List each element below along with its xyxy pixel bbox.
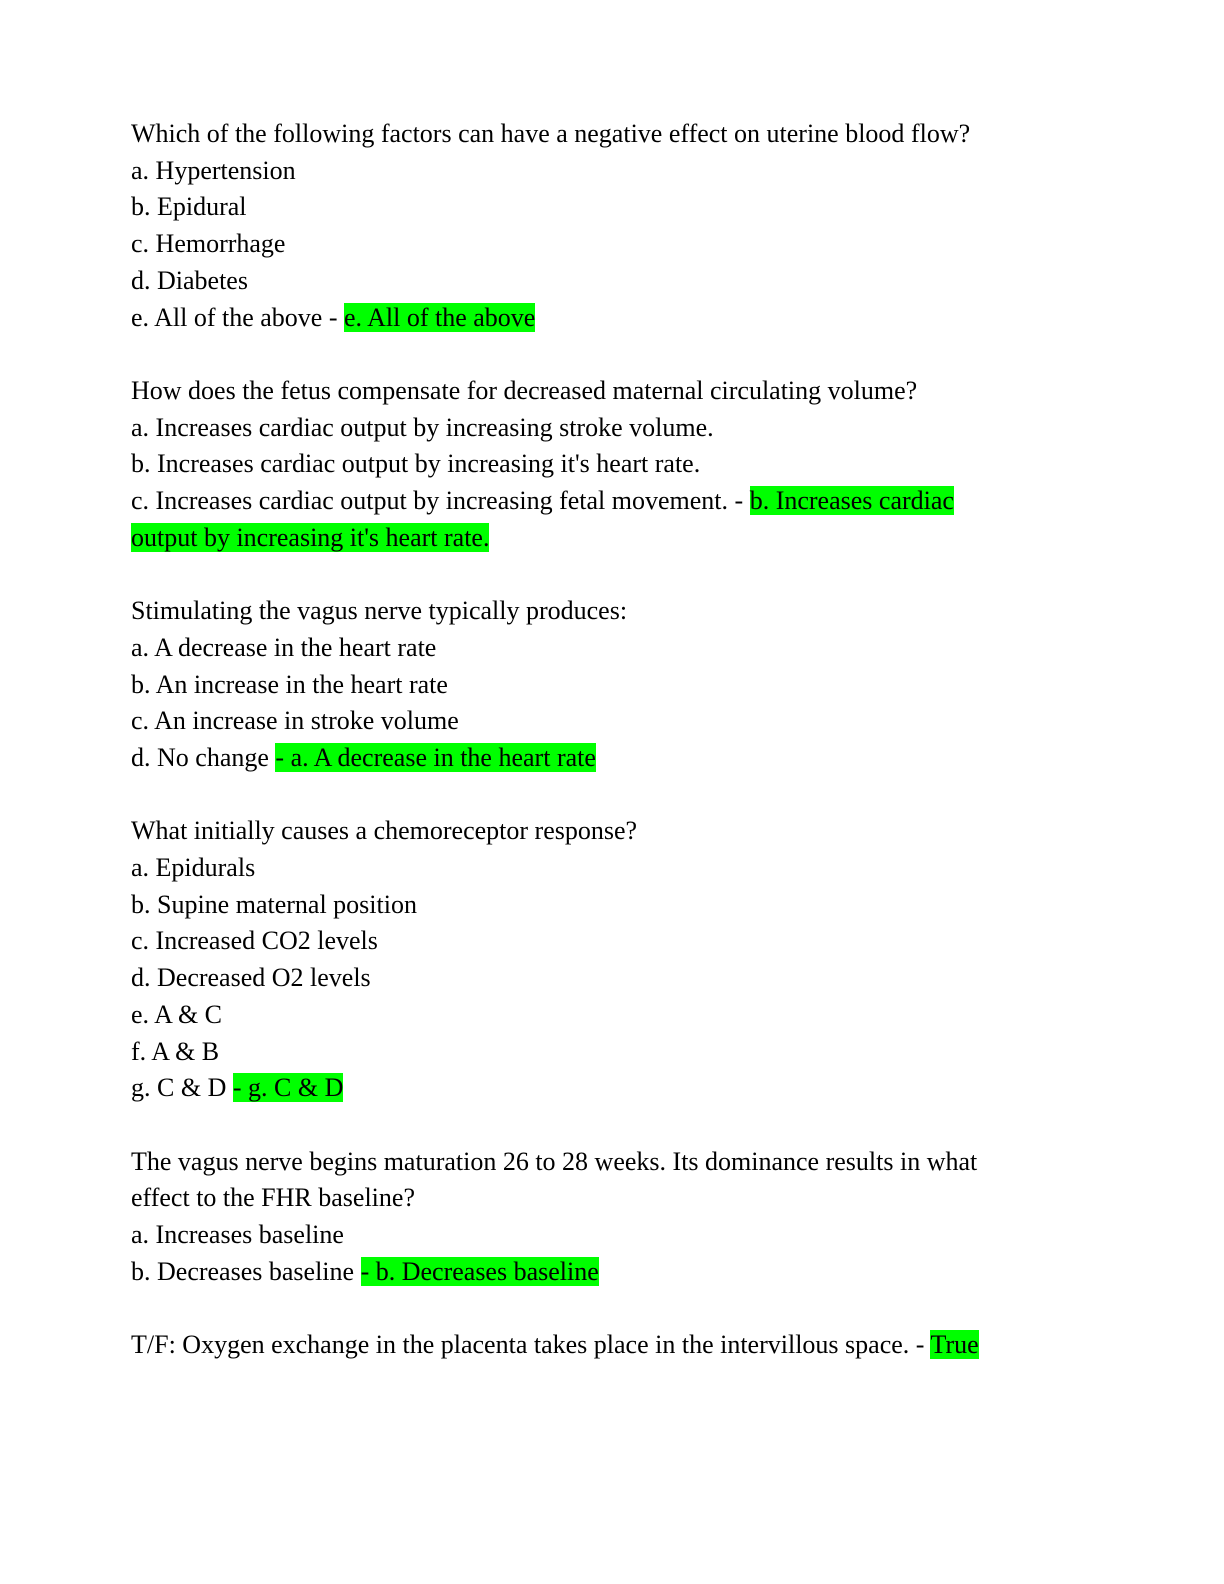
option: a. Hypertension	[131, 155, 296, 185]
option: a. Epidurals	[131, 853, 256, 883]
option: b. An increase in the heart rate	[131, 669, 448, 699]
option: b. Increases cardiac output by increasing it's heart rate.	[131, 449, 701, 479]
option: d. No change	[131, 742, 269, 772]
option: d. Decreased O2 levels	[131, 963, 371, 993]
question-block-3	[131, 593, 1071, 777]
option: b. Epidural	[131, 192, 247, 222]
answer-highlight: - b. Decreases baseline	[360, 1256, 599, 1286]
option: a. Increases cardiac output by increasing stroke volume.	[131, 412, 714, 442]
option-with-answer	[131, 483, 1071, 520]
option-with-answer	[131, 740, 1071, 777]
option: c. An increase in stroke volume	[131, 706, 459, 736]
question-text: T/F: Oxygen exchange in the placenta takes place in the intervillous space. -	[131, 1330, 925, 1360]
option: c. Increases cardiac output by increasing fetal movement. -	[131, 486, 744, 516]
question-text: How does the fetus compensate for decreased maternal circulating volume?	[131, 375, 918, 405]
answer-highlight: - g. C & D	[232, 1073, 344, 1103]
answer-highlight: b. Increases cardiac	[749, 486, 954, 516]
option: b. Decreases baseline	[131, 1256, 355, 1286]
question-text: What initially causes a chemoreceptor response?	[131, 816, 638, 846]
option: a. Increases baseline	[131, 1220, 344, 1250]
option-with-answer	[131, 1254, 1071, 1291]
question-text: Stimulating the vagus nerve typically produces:	[131, 596, 628, 626]
option-with-answer	[131, 1070, 1071, 1107]
option: a. A decrease in the heart rate	[131, 632, 437, 662]
option: d. Diabetes	[131, 265, 248, 295]
option: b. Supine maternal position	[131, 889, 417, 919]
answer-highlight: output by increasing it's heart rate.	[131, 522, 490, 552]
option: c. Hemorrhage	[131, 229, 286, 259]
question-text: The vagus nerve begins maturation 26 to 28 weeks. Its dominance results in what	[131, 1146, 978, 1176]
answer-continuation	[131, 520, 1071, 557]
question-text: Which of the following factors can have a negative effect on uterine blood flow?	[131, 119, 971, 148]
question-block-6	[131, 1327, 1071, 1364]
question-block-5	[131, 1144, 1071, 1291]
answer-highlight: - a. A decrease in the heart rate	[275, 742, 596, 772]
option: c. Increased CO2 levels	[131, 926, 378, 956]
document-page	[131, 116, 1071, 1401]
question-text: effect to the FHR baseline?	[131, 1183, 415, 1213]
option: e. A & C	[131, 999, 223, 1029]
answer-highlight: e. All of the above	[344, 302, 536, 332]
question-block-2	[131, 373, 1071, 557]
option: g. C & D	[131, 1073, 227, 1103]
question-with-answer	[131, 1327, 1071, 1364]
question-block-4	[131, 813, 1071, 1107]
question-block-1	[131, 116, 1071, 336]
option: f. A & B	[131, 1036, 220, 1066]
answer-highlight: True	[930, 1330, 979, 1360]
option-with-answer	[131, 300, 1071, 337]
option: e. All of the above -	[131, 302, 338, 332]
